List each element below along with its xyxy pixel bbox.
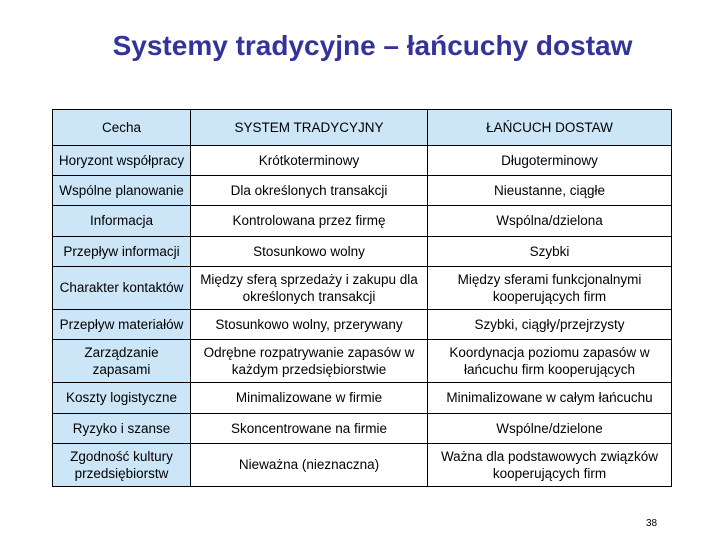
row-label: Informacja [53,206,191,236]
supply-chain-cell: Minimalizowane w całym łańcuchu [428,383,672,413]
traditional-cell: Między sferą sprzedaży i zakupu dla określonych transakcji [191,266,428,309]
row-label: Horyzont współpracy [53,146,191,176]
supply-chain-cell: Koordynacja poziomu zapasów w łańcuchu firm kooperujących [428,340,672,383]
row-label: Zgodność kultury przedsiębiorstw [53,443,191,486]
comparison-table [52,109,672,487]
supply-chain-cell: Wspólne/dzielone [428,413,672,443]
table-header-row [53,110,672,146]
table-row [53,206,672,236]
supply-chain-cell: Długoterminowy [428,146,672,176]
table-row [53,340,672,383]
traditional-cell: Stosunkowo wolny [191,236,428,266]
traditional-cell: Krótkoterminowy [191,146,428,176]
table-row [53,146,672,176]
traditional-cell: Nieważna (nieznaczna) [191,443,428,486]
traditional-cell: Skoncentrowane na firmie [191,413,428,443]
supply-chain-cell: Nieustanne, ciągłe [428,176,672,206]
supply-chain-cell: Wspólna/dzielona [428,206,672,236]
row-label: Charakter kontaktów [53,266,191,309]
table-row [53,383,672,413]
table-row [53,176,672,206]
supply-chain-cell: Szybki, ciągły/przejrzysty [428,309,672,339]
row-label: Koszty logistyczne [53,383,191,413]
traditional-cell: Minimalizowane w firmie [191,383,428,413]
slide-title: Systemy tradycyjne – łańcuchy dostaw [112,30,633,61]
traditional-cell: Dla określonych transakcji [191,176,428,206]
table-row [53,413,672,443]
row-label: Zarządzanie zapasami [53,340,191,383]
page-number: 38 [646,518,658,529]
header-supply-chain: ŁAŃCUCH DOSTAW [428,110,672,146]
supply-chain-cell: Szybki [428,236,672,266]
traditional-cell: Kontrolowana przez firmę [191,206,428,236]
header-traditional-system: SYSTEM TRADYCYJNY [191,110,428,146]
row-label: Ryzyko i szanse [53,413,191,443]
row-label: Przepływ informacji [53,236,191,266]
traditional-cell: Odrębne rozpatrywanie zapasów w każdym przedsiębiorstwie [191,340,428,383]
traditional-cell: Stosunkowo wolny, przerywany [191,309,428,339]
table-row [53,443,672,486]
header-feature: Cecha [53,110,191,146]
row-label: Wspólne planowanie [53,176,191,206]
supply-chain-cell: Między sferami funkcjonalnymi kooperujących firm [428,266,672,309]
table-row [53,236,672,266]
table-row [53,266,672,309]
table-row [53,309,672,339]
row-label: Przepływ materiałów [53,309,191,339]
supply-chain-cell: Ważna dla podstawowych związków kooperujących firm [428,443,672,486]
